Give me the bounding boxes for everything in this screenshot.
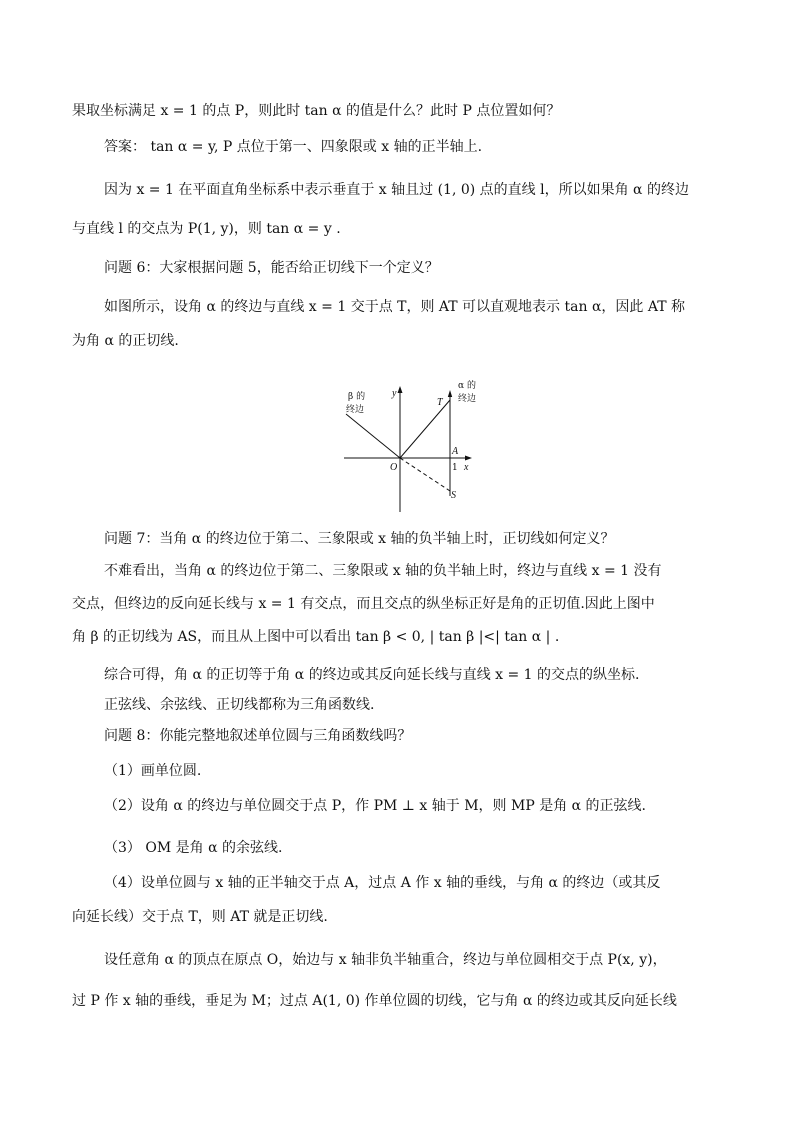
beta-label-2: 终边	[346, 405, 365, 415]
text-line-6: 如图所示，设角 α 的终边与直线 x = 1 交于点 T，则 AT 可以直观地表示 tan α，因此 AT 称	[104, 299, 685, 315]
question-6: 问题 6：大家根据问题 5，能否给正切线下一个定义？	[104, 260, 439, 276]
text-line-10: 交点，但终边的反向延长线与 x = 1 有交点，而且交点的纵坐标正好是角的正切值.因此上图中	[72, 596, 655, 612]
line-x-equals-1-arrow	[448, 390, 452, 397]
text-line-1: 果取坐标满足 x = 1 的点 P，则此时 tan α 的值是什么？此时 P 点位置如何？	[72, 103, 561, 119]
point-a-label: A	[452, 446, 459, 457]
y-axis-arrow	[398, 386, 403, 393]
answer-line: 答案： tan α = y, P 点位于第一、四象限或 x 轴的正半轴上.	[104, 139, 483, 155]
origin-label: O	[390, 462, 398, 473]
step-2: （2）设角 α 的终边与单位圆交于点 P，作 PM ⊥ x 轴于 M，则 MP 是角 α 的正弦线.	[104, 798, 646, 814]
step-1: （1）画单位圆.	[104, 763, 202, 779]
text-line-7: 为角 α 的正切线.	[72, 333, 179, 349]
tangent-line-figure	[340, 378, 480, 513]
text-line-21: 过 P 作 x 轴的垂线，垂足为 M；过点 A(1, 0) 作单位圆的切线，它与角 α 的终边或其反向延长线	[72, 993, 677, 1009]
x-axis-arrow	[465, 456, 472, 461]
text-line-4: 与直线 l 的交点为 P(1, y)，则 tan α = y .	[72, 221, 341, 237]
point-t-label: T	[437, 397, 443, 408]
y-axis-label: y	[392, 388, 397, 399]
x-axis-label: x	[464, 462, 469, 473]
point-s-label: S	[451, 490, 456, 501]
step-4-continued: 向延长线）交于点 T，则 AT 就是正切线.	[72, 909, 328, 925]
beta-terminal-side	[346, 414, 400, 458]
tangent-line-diagram	[340, 378, 480, 513]
text-line-9: 不难看出，当角 α 的终边位于第二、三象限或 x 轴的负半轴上时，终边与直线 x = 1 没有	[104, 563, 662, 579]
alpha-label-2: 终边	[458, 394, 477, 404]
text-line-20: 设任意角 α 的顶点在原点 O，始边与 x 轴非负半轴重合，终边与单位圆相交于点 P(x, y)，	[104, 952, 667, 968]
text-line-11: 角 β 的正切线为 AS，而且从上图中可以看出 tan β < 0, | tan β |<| tan α | .	[72, 629, 560, 645]
question-7: 问题 7：当角 α 的终边位于第二、三象限或 x 轴的负半轴上时，正切线如何定义？	[104, 531, 615, 547]
tick-one-label: 1	[452, 463, 458, 473]
text-line-13: 正弦线、余弦线、正切线都称为三角函数线.	[104, 697, 375, 713]
text-line-3: 因为 x = 1 在平面直角坐标系中表示垂直于 x 轴且过 (1, 0) 点的直线 l，所以如果角 α 的终边	[104, 182, 689, 198]
step-4: （4）设单位圆与 x 轴的正半轴交于点 A，过点 A 作 x 轴的垂线，与角 α 的终边（或其反	[104, 875, 661, 891]
question-8: 问题 8：你能完整地叙述单位圆与三角函数线吗？	[104, 728, 412, 744]
text-line-12: 综合可得，角 α 的正切等于角 α 的终边或其反向延长线与直线 x = 1 的交点的纵坐标.	[104, 667, 640, 683]
beta-reverse-extension	[400, 458, 450, 491]
alpha-label-1: α 的	[458, 381, 476, 391]
beta-label-1: β 的	[348, 392, 366, 402]
step-3: （3） OM 是角 α 的余弦线.	[104, 840, 283, 856]
alpha-terminal-side	[400, 400, 450, 458]
